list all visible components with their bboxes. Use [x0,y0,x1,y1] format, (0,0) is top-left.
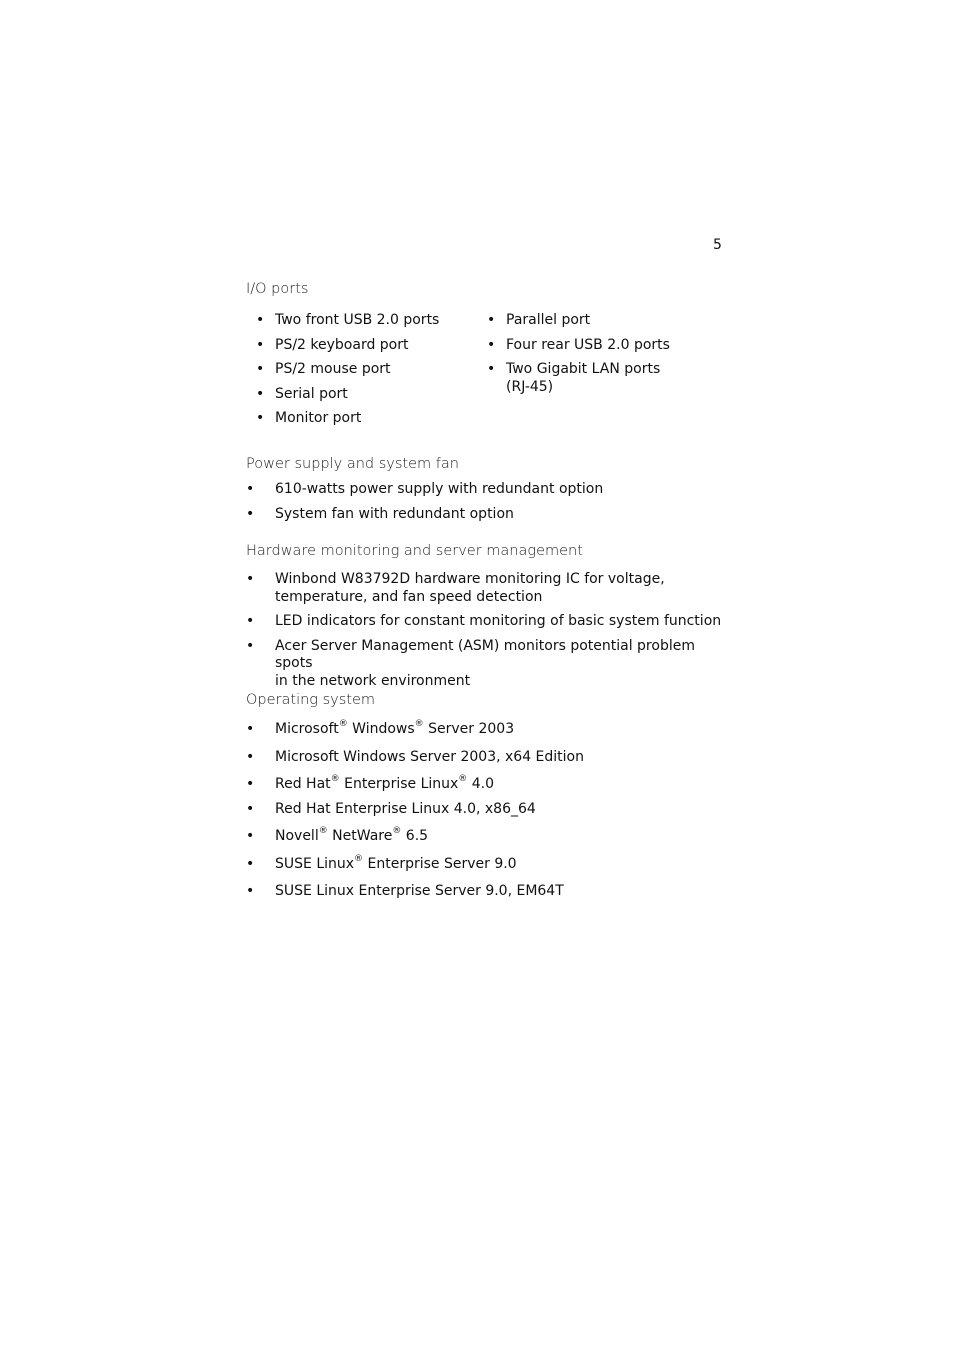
page-number: 5 [713,237,722,253]
registered-mark: ® [458,774,468,785]
registered-mark: ® [338,719,348,730]
os-version: 4.0 [471,776,495,792]
os-version: Server 2003 [428,721,515,737]
list-item: • Red Hat Enterprise Linux 4.0, x86_64 [246,801,726,819]
registered-mark: ® [330,774,340,785]
list-item: • Monitor port [246,410,466,428]
list-item: • System fan with redundant option [246,506,726,524]
io-ports-right-list [477,312,717,396]
list-item-line: (RJ-45) [506,378,554,395]
hardware-monitoring-list [246,571,726,690]
os-name: Enterprise Server 9.0 [367,855,517,872]
list-item [246,638,726,691]
hardware-monitoring-heading: Hardware monitoring and server management [246,543,583,559]
os-name: SUSE Linux [275,855,355,872]
registered-mark: ® [392,826,402,837]
io-ports-heading: I/O ports [246,281,309,297]
list-item [246,853,726,874]
os-name: Novell [275,828,319,844]
os-name: Red Hat [275,776,331,792]
list-item-line: Two Gigabit LAN ports [506,361,661,377]
registered-mark: ® [318,826,328,837]
list-item [246,776,726,794]
os-version: 6.5 [405,828,429,844]
list-item [246,828,726,846]
list-item-line: Acer Server Management (ASM) monitors potential problem spots [275,637,695,671]
list-item [246,721,726,739]
list-item: • Two front USB 2.0 ports [246,312,466,330]
operating-system-list [246,721,726,901]
list-item [246,613,726,631]
list-item-line: LED indicators for constant monitoring of basic system function [275,613,722,629]
list-item [477,361,717,396]
os-name: Windows [352,721,415,737]
list-item-line: in the network environment [275,672,471,689]
list-item-line: temperature, and fan speed detection [275,588,543,605]
list-item: • PS/2 mouse port [246,361,466,379]
list-item-line: Winbond W83792D hardware monitoring IC for voltage, [275,571,665,587]
operating-system-heading: Operating system [246,692,376,708]
registered-mark: ® [414,719,424,730]
os-name: Microsoft [275,721,339,737]
registered-mark: ® [354,853,364,864]
list-item: • Four rear USB 2.0 ports [477,337,717,355]
list-item: • SUSE Linux Enterprise Server 9.0, EM64T [246,883,726,901]
list-item: • PS/2 keyboard port [246,337,466,355]
os-name: NetWare [332,828,393,844]
list-item: • Serial port [246,386,466,404]
list-item: • 610-watts power supply with redundant option [246,481,726,499]
power-supply-list [246,481,726,523]
power-supply-heading: Power supply and system fan [246,456,459,472]
os-name: Enterprise Linux [344,776,459,792]
io-ports-left-list [246,312,466,428]
list-item [246,571,726,606]
list-item: • Microsoft Windows Server 2003, x64 Edition [246,749,726,767]
list-item: • Parallel port [477,312,717,330]
